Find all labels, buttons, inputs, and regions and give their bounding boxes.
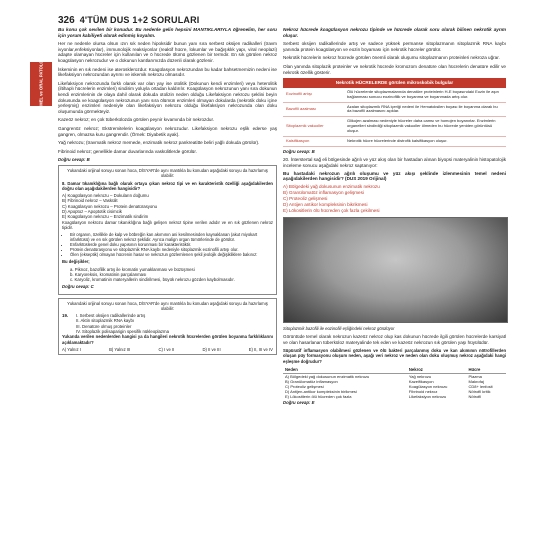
table-cell: Fibrinoid nekroz xyxy=(408,388,438,394)
question-box xyxy=(283,348,506,405)
column-header: Nekroz xyxy=(407,366,467,374)
text-paragraph: İskeminin en sık nedeni ise aterosklerozdur. Koagülasyon nekrozundan bu kadar bahsetmemizin nedeni ise likefaksiyon nekrozundan ayrımı ve iskemik nekrozu olmasıdır. xyxy=(58,66,277,78)
page-title: 4'TÜM DUS 1+2 SORULARI xyxy=(79,15,200,25)
list-item: I. Serbest oksijen radikallerinde artış xyxy=(76,313,146,319)
option-a: A) Yalnız I xyxy=(62,346,81,352)
box-source-note: Yukarıdaki orijinal soruyu sonan hoca, DİSYAR'de aynı mantıkla bu konudan aşağıdaki soruyu da hazırlamış olabilir: xyxy=(67,168,268,179)
column-header: Neden xyxy=(283,366,407,374)
option-b: B) Yalnız III xyxy=(109,346,131,352)
option-row xyxy=(62,347,273,352)
left-column xyxy=(58,27,277,358)
right-column xyxy=(283,27,506,408)
question-stem: Süpüratif inflamasyon olabilmesi gözlenen ve ölü bakteri parçalanmış doku ve kan akımının nötrofillerden oluşan püy formasyonu oluşum neden, aşağı veri nekroz ve neden olan doku oluşmuş nekroz aşağıdaki hangi eşleşme doğrudur? xyxy=(283,348,506,364)
question-roman-list xyxy=(62,313,273,334)
explanation: Koagülasyon nekrozu damar tıkanıklığına bağlı gelişen nekroz tipine verilen adıdır ve en sık gözlenen nekroz tipidir. xyxy=(62,219,273,230)
text-paragraph: Görüntüde temel olarak nekrozun kazeöz nekroz olup kas dokunun hücrede ilgili görülen hücrelerde karsiyatl ve olan hasarlanan tüberküloz materyalinde tek eden ve kazeöz nekrozun sık görülen yaşı hüyülüdür. xyxy=(283,333,506,345)
row-label: Sitoplazmik vakuoller xyxy=(283,117,344,137)
table-cell: Kazeifikasyon xyxy=(408,378,434,384)
column-header: Hücre xyxy=(467,366,506,374)
option-d: D) Antijen antikor kompleksinin bikrikmesi xyxy=(283,201,368,207)
table-cell: CD8+ lenfosit xyxy=(468,383,493,389)
text-paragraph: Gangrenöz nekroz; Ekstremitelerin koagülasyon nekrozudur. Likefaksiyon nekrozu eşlik ederse yaş gangren, olmazsa kuru gangrendir. (Örnek: Diyabetik ayak). xyxy=(58,125,277,137)
row-label: Eozinofili artışı xyxy=(283,88,344,102)
text-paragraph: Her ne nedenle olursa olsun ızın sık neden hipoksidir bunun yanı sıra serbest oksijen radikalleri (travm ivyonlar,enfeksiyonlar), immunolojik reaksiyonlar (reaktif hücre, lokumlar ve bağışıklık yapı, viral neoplazi) adapte olamayan hücreler için kullanılan ve ö hücrede ölümü gözlenen bir termdir. En sık görülen nekroz koagülasyon nekrozudur ve o dokunun kantlarımızda düzenli olarak gözlenir. xyxy=(58,41,277,63)
table-row xyxy=(283,137,506,147)
text-paragraph: Nekrotik hücrelerin nekroz hücrede görülen önemli olarak oluşumu sitoplazmanın proteinleri nekroza uğrar. xyxy=(283,55,500,61)
matching-table xyxy=(283,366,506,399)
option-c: C) Proteoliz gelişmesi xyxy=(283,196,328,201)
photo-caption: Sitoplazmik bazofili ile eozinofili eşliğindeki nekroz görülüyor xyxy=(283,325,395,331)
table-cell: B) Granülomatöz inflamasyon xyxy=(285,378,338,384)
option-list xyxy=(62,193,273,219)
table-cell: C) Proteoliz gelişmesi xyxy=(285,383,324,389)
row-label: Bazofili azalması xyxy=(283,102,344,117)
table-cell: Koagülasyon nekrozu xyxy=(408,383,448,389)
chapter-label: TEMEL ve ORAL PATOLOJİ xyxy=(38,56,44,112)
list-item: III. Denatüre olmuş proteinler xyxy=(76,323,132,329)
table-cell: A) Bölgedeki yağ dokusunun enzimatik nekrozu xyxy=(285,373,370,379)
text-paragraph: Likefaksiyon nekrozunda farklı olarak var olan yay ise otolitik (Dokunun kendi enzimleri) veya heterolitik (iltihaplı hücrelerin enzimleri) sindirim yoluyla ortadan kaldırılır. Koagülasyon nekrozunun yanı sıra dokunun kendi enzimlerinin de olaya dahil olarak dokuda otolizin neden olduğu Likefaksiyon nekrozu şeklini beyin dokusunda ve koagülasyon nekrozunun yanı sıra ölümün enzimleri olmayan dokularda (nekrotik doku içine yerleşmiş) enzimleri nedeniyle olan likefaksiyon nekrozu olduğu likefaksiyon nekrozunda olan doku oluşumunda görmekteyiz. xyxy=(58,80,277,114)
option-c: C) Koagülasyon nekrozu – Protein denatürasyonu xyxy=(62,203,158,209)
option-b: B) Fibrinoid nekroz – Vaskülit xyxy=(62,198,118,204)
option-b: B) Granülomatöz inflamasyon gelişmesi xyxy=(283,190,364,196)
list-item: IV. Sitoplazik polisaparigin spesifik nükleoplazma xyxy=(76,329,169,335)
list-item: b. Karyoreksis, kromatinin parçalanması xyxy=(70,271,147,277)
row-text: Glikojen azalması nedeniyle hücreler daha camsı ve homojen boyanırlar. Enzimlerin organelleri sindirdiği sitoplazmik vakuoller ölmeden bu hücrede yeniden görüntüsü oluşur. xyxy=(344,117,506,137)
table-title: Nekrotik HÜCRELERDE görülen mikroskobik bulgular xyxy=(283,78,506,88)
answer-label: Doğru cevap: E xyxy=(283,399,315,405)
table-row xyxy=(283,102,506,117)
question-stem: 20. İnterstertal sağ eli bölgesinde ağrılı ve yüz akış olan bir hastadan alınan biyopsi materyalinin histopatolojik inceleme sonucu aşağıdaki nekroz saptanıyor: xyxy=(283,157,506,168)
table-cell: Yağ nekrozu xyxy=(408,373,432,379)
bullet-item: • Protein denatürasyonu ve sitoplazmik RNA kaybı nedeniyle sitoplazmik eozinofili artışı olur. xyxy=(70,247,273,252)
question-stem: Yukarıda verilen nedenlerden hangisi ya da hangileri nekrotik hücrelerden görülen boyanma farklılıklarını açıklamaktadır? xyxy=(62,334,273,345)
table-row xyxy=(283,394,506,399)
row-text: Nekrotik hücre hücrelerinde distrofik kalsifikasyon oluşur. xyxy=(344,137,506,147)
text-paragraph: Kazeöz nekroz; en çok tüberkülozda görülen peynir kıvamında bir nekrozdur. xyxy=(58,117,215,123)
table-row xyxy=(283,117,506,137)
question-stem: 8. Damar tıkanıklığına bağlı olarak ortaya çıkan nekroz tipi ve en karakteristik özelliği aşağıdakilerden doğru olan aşağıdakilerden hangisidir? xyxy=(62,180,273,191)
table-cell: Nötrofil kritik xyxy=(468,388,491,394)
bullet-item: • Bir organın, özellikle de kalp ve böbreğin kan akımının ani kesilmesinden kaynaklanan (akut miyokart infarktüsü) ve en sık görülen nekroz şeklidir. Ayrıca malign organ tümörlerinde de görülür. xyxy=(70,232,273,242)
table-cell: D) Antijen-antikor kompleksinin birikmesi xyxy=(285,388,357,394)
option-d: D) Apoptoz – Apoptotik cisimcik xyxy=(62,208,122,214)
histology-micrograph xyxy=(283,217,508,323)
table-cell: Nötrofil xyxy=(468,393,482,399)
bullet-item: • Enfarktüslerde genel doku yapısının korunması bir karakteristiktir. xyxy=(70,242,273,247)
question-number: 19. xyxy=(62,313,69,319)
table-cell: E) Lökositlerin ölü hücreden çok fazla xyxy=(285,393,352,399)
question-box xyxy=(58,298,277,355)
microscopic-findings-table xyxy=(283,78,506,147)
row-label: Kalsifikasyon xyxy=(283,137,344,147)
list-item: II. Aktin sitoplazmik RNA kaybı xyxy=(76,318,135,324)
option-a: A) Bölgedeki yağ dokusunun enzimatik nekrozu xyxy=(283,184,380,190)
text-paragraph: Olan yanında sitoplazik proteinler ve nekrotik hücrede kromozom denatüre olan hücrelerin denatüre edilir ve nekrotik özellik gösterir. xyxy=(283,63,506,75)
option-d: D) II ve III xyxy=(202,346,221,352)
chapter-side-tab xyxy=(30,56,52,112)
question-box xyxy=(58,165,277,294)
row-text: Azalan sitoplazmik RNA içeriği nedeni ile Hematoksilen boyası ile boyanma olarak bu da bazofili azalmasını açıklar. xyxy=(344,102,506,117)
nuclear-changes-list xyxy=(70,267,273,283)
table-cell: Makrofaj xyxy=(468,378,484,384)
list-item: c. Karyoliz, kromatinin materyallerin sindirilmesi, büyük nekrozu gözden kaybolmasıdır. xyxy=(70,277,235,283)
intro-paragraph: Nekroz hücrede koagülasyon nekrozu tipinde ve hücrede olarak soru olarak bilinen nekrotik ayrım oluşur. xyxy=(283,27,506,38)
page-header xyxy=(58,14,518,26)
table-cell: Likefaksiyon nekrozu xyxy=(408,393,447,399)
option-a: A) Koagülasyon nekrozu – Dokuların doğumu xyxy=(62,193,149,199)
answer-label: Doğru cevap: C xyxy=(62,283,94,289)
option-e: E) II, III ve IV xyxy=(248,346,273,352)
intro-paragraph: Bu konu çok sevilen bir konudur. Bu nedenle gelin hepsini MANTIKLARIYLA öğrenelim, her soru için yorum kabiliyeti olarak edinmiş koyalım. xyxy=(58,27,277,38)
subheading: Bu değişikler; xyxy=(62,259,90,265)
table-cell: Plazma xyxy=(468,373,482,379)
row-text: Ölü hücrelerde sitoplazmalarında denatüre proteinlerin H-E boyasındaki Eozin ile aşırı bağlanması sonucu eozinofilik ve boyanma ve boyanmada artış olur. xyxy=(344,88,506,102)
text-paragraph: Serbest oksijen radikallerinde artış ve sadece yüksek permanse sitoplazmanın sitoplazmik RNA kaybı yanında protein koagülasyon ve eozin boyaması için nekrotik hücreler görülür. xyxy=(283,41,506,52)
page-number: 326 xyxy=(58,14,75,26)
answer-label: Doğru cevap: B xyxy=(58,157,90,163)
bullet-item: • Ölen (ekseptik) olmayan hücrenin hasar ve nekrozun gözlemlenen şekil jeolojik değişikliklere bakınız: xyxy=(70,252,273,257)
option-e: E) Lökositlerin ölü hücreden çok fazla çekilmesi xyxy=(283,207,380,213)
option-c: C) I ve II xyxy=(158,346,175,352)
table-row xyxy=(283,88,506,102)
box-source-note: Yukarıdaki orijinal soruyu sonan hoca, DİSYAR'de aynı mantıkla bu konudan aşağıdaki soruyu da hazırlamış olabilir: xyxy=(67,300,268,311)
answer-label: Doğru cevap: B xyxy=(283,149,315,154)
list-item: a. Piknoz, bazofilik artış ile kromatin yumaklanması ve büzüşmesi xyxy=(70,266,195,272)
option-list xyxy=(283,184,506,214)
bullet-list xyxy=(70,232,273,257)
text-paragraph: Yağ nekrozu; (travmatik nekroz memede, enzimatik nekroz pankreatitte beliri yağlı dokuda görülür). xyxy=(58,140,260,146)
question-stem-bold: Bu hastadaki nekrozun ağrılı oluşumu ve yüz akışı şeklinde izlenmesinin temel nedeni aşağıdakilerden hangisidir? (DUS 2019 Orijinal) xyxy=(283,170,506,182)
option-e: E) Koagülasyon nekrozu – Enzimatik sindirim xyxy=(62,214,149,220)
text-paragraph: Fibrinoid nekroz; genellikle damar duvarlarında vaskülitlerde görülür. xyxy=(58,148,197,154)
